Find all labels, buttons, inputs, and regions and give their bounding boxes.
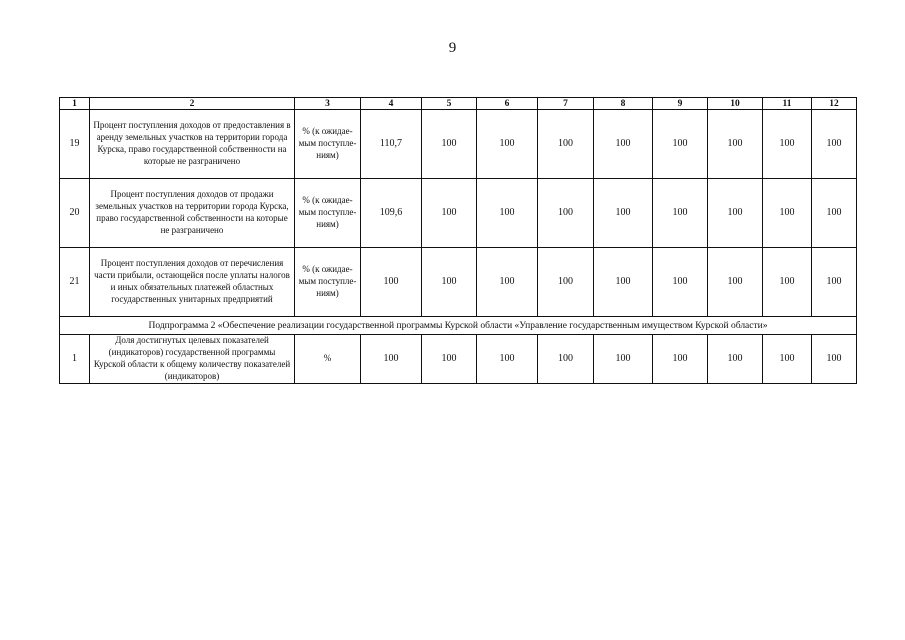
column-header: 5 [422,98,477,110]
value-cell: 100 [538,248,594,317]
column-header: 11 [763,98,812,110]
value-cell: 100 [653,248,708,317]
table-row [60,248,857,317]
column-header: 2 [90,98,295,110]
value-cell: 100 [763,248,812,317]
indicator-name: Процент поступления доходов от продажи земельных участков на территории города Курска, право государственной собственности на которые не разграничено [90,179,295,248]
value-cell: 100 [812,110,857,179]
table-row [60,179,857,248]
value-cell: 100 [653,179,708,248]
row-number: 1 [60,335,90,384]
indicators-table [59,97,857,384]
value-cell: 100 [594,110,653,179]
value-cell: 100 [422,179,477,248]
value-cell: 100 [538,110,594,179]
unit-cell: % [295,335,361,384]
value-cell: 100 [361,335,422,384]
column-header: 10 [708,98,763,110]
indicator-name: Процент поступления доходов от предоставления в аренду земельных участков на территории города Курска, право государственной собственности на которые не разграничено [90,110,295,179]
value-cell: 109,6 [361,179,422,248]
value-cell: 100 [708,179,763,248]
unit-cell: % (к ожидае-мым поступле-ниям) [295,110,361,179]
table-row [60,110,857,179]
value-cell: 100 [538,179,594,248]
value-cell: 100 [477,110,538,179]
table-header-row [60,98,857,110]
value-cell: 100 [422,248,477,317]
indicator-name: Доля достигнутых целевых показателей (индикаторов) государственной программы Курской области к общему количеству показателей (индикаторов) [90,335,295,384]
column-header: 12 [812,98,857,110]
value-cell: 100 [477,335,538,384]
row-number: 20 [60,179,90,248]
table-row [60,335,857,384]
unit-cell: % (к ожидае-мым поступле-ниям) [295,179,361,248]
value-cell: 100 [422,110,477,179]
value-cell: 100 [812,179,857,248]
page-number: 9 [448,40,457,56]
value-cell: 100 [477,248,538,317]
column-header: 4 [361,98,422,110]
column-header: 3 [295,98,361,110]
value-cell: 100 [708,335,763,384]
row-number: 21 [60,248,90,317]
row-number: 19 [60,110,90,179]
column-header: 6 [477,98,538,110]
value-cell: 100 [653,110,708,179]
unit-cell: % (к ожидае-мым поступле-ниям) [295,248,361,317]
value-cell: 100 [763,335,812,384]
column-header: 7 [538,98,594,110]
value-cell: 110,7 [361,110,422,179]
value-cell: 100 [653,335,708,384]
subprogram-title: Подпрограмма 2 «Обеспечение реализации государственной программы Курской области «Управление государственным имуществом Курской области» [60,317,857,335]
value-cell: 100 [708,248,763,317]
value-cell: 100 [477,179,538,248]
value-cell: 100 [708,110,763,179]
indicator-name: Процент поступления доходов от перечисления части прибыли, остающейся после уплаты налогов и иных обязательных платежей областных государственных унитарных предприятий [90,248,295,317]
subprogram-row [60,317,857,335]
value-cell: 100 [812,248,857,317]
value-cell: 100 [594,179,653,248]
column-header: 1 [60,98,90,110]
value-cell: 100 [594,335,653,384]
value-cell: 100 [422,335,477,384]
value-cell: 100 [538,335,594,384]
column-header: 9 [653,98,708,110]
value-cell: 100 [361,248,422,317]
column-header: 8 [594,98,653,110]
value-cell: 100 [812,335,857,384]
value-cell: 100 [763,179,812,248]
value-cell: 100 [763,110,812,179]
value-cell: 100 [594,248,653,317]
